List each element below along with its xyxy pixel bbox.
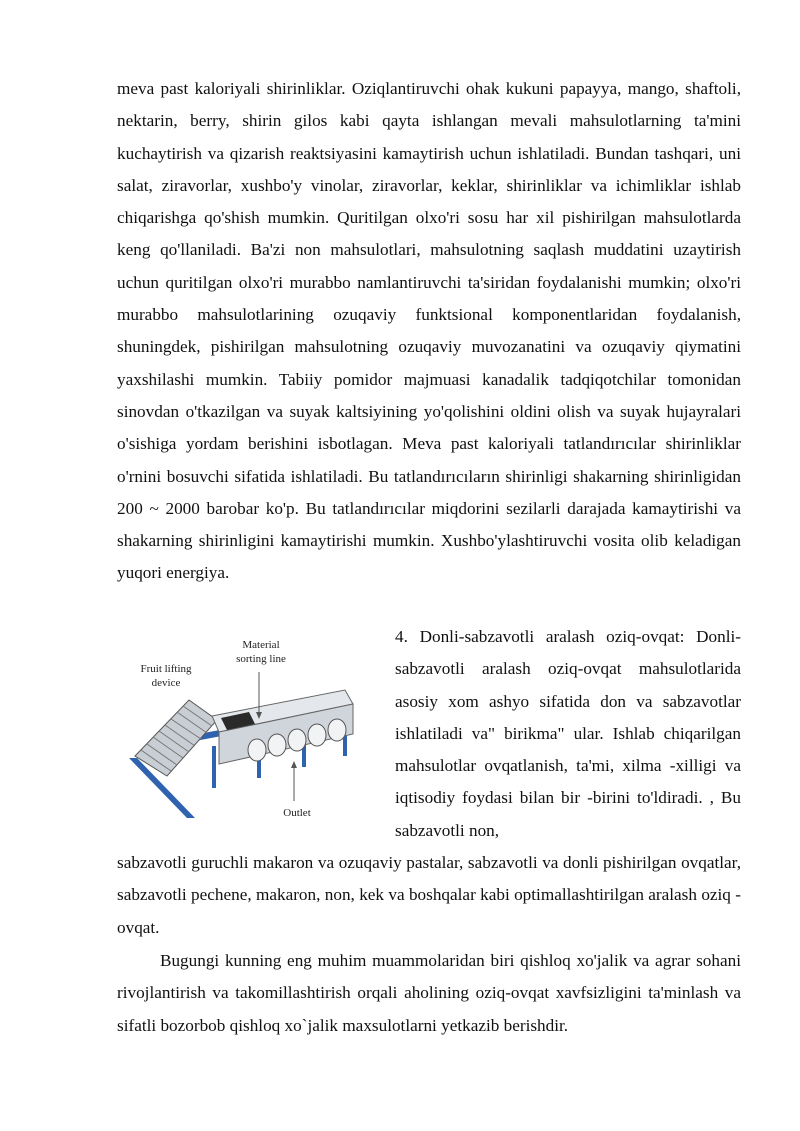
material-sorting-label (225, 638, 297, 666)
material-sorting-label-line1: Material (242, 639, 280, 651)
material-sorting-label-line2: sorting line (236, 653, 286, 665)
fruit-lifting-label-line2: device (151, 677, 181, 689)
paragraph-food-security: Bugungi kunning eng muhim muammolaridan biri qishloq xo'jalik va agrar sohani rivojlantirish va takomillashtirish orqali aholining oziq-ovqat xavfsizligini ta'minlash va sifatli bozorbob qishloq xo`jalik maxsulotlarni yetkazib berishdir. (117, 951, 741, 1035)
machine-leg (212, 746, 216, 788)
paragraph-grain-vegetable-side: 4. Donli-sabzavotli aralash oziq-ovqat: Donli-sabzavotli aralash oziq-ovqat mahsulotlarida asosiy xom ashyo sifatida don va sabzavotlar ishlatiladi va" birikma" ular. Ishlab chiqarilgan mahsulotlar ovqatlanish, ta'mi, xilma -xilligi va iqtisodiy foydasi bilan bir -birini to'ldiradi. , Bu sabzavotli non, (395, 627, 741, 840)
outlet-pointer-head (291, 761, 297, 768)
fruit-lifting-label (131, 662, 201, 690)
fruit-lifting-label-line1: Fruit lifting (140, 663, 192, 675)
paragraph-fruit-sweeteners: meva past kaloriyali shirinliklar. Oziqlantiruvchi ohak kukuni papayya, mango, shaftoli, nektarin, berry, shirin gilos kabi qayta ishlangan mevali mahsulotlarning ta'mini kuchaytirish va qizarish reaktsiyasini kamaytirish uchun ishlatiladi. Bundan tashqari, uni salat, ziravorlar, xushbo'y vinolar, ziravorlar, keklar, shirinliklar va ichimliklar ishlab chiqarishga qo'shish mumkin. Quritilgan olxo'ri sosu har xil pishirilgan mahsulotlarda keng qo'llaniladi. Ba'zi non mahsulotlari, mahsulotning saqlash muddatini uzaytirish uchun quritilgan olxo'ri murabbo namlantiruvchi ta'siridan foydalanishi mumkin; olxo'ri murabbo mahsulotlarining ozuqaviy funktsional komponentlaridan foydalanish, shuningdek, pishirilgan mahsulotning ozuqaviy muvozanatini va ozuqaviy qiymatini yaxshilashi mumkin. Tabiiy pomidor majmuasi kanadalik tadqiqotchilar tomonidan sinovdan o'tkazilgan va suyak kaltsiyining yo'qolishini oldini olish va suyak hujayralari o'sishiga yordam berishini isbotlagan. Meva past kaloriyali tatlandırıcılar shirinliklar o'rnini bosuvchi sifatida ishlatiladi. Bu tatlandırıcıların shirinligi shakarning shirinligidan 200 ~ 2000 barobar ko'p. Bu tatlandırıcılar miqdorini sezilarli darajada kamaytirishi va shakarning shirinligini kamaytirishi mumkin. Xushbo'ylashtiruvchi vosita olib keladigan yuqori energiya. (117, 79, 741, 583)
outlet-label: Outlet (283, 807, 311, 819)
sorting-machine-figure (117, 628, 379, 828)
paragraph-grain-vegetable-continued: sabzavotli guruchli makaron va ozuqaviy pastalar, sabzavotli va donli pishirilgan ovqatlar, sabzavotli pechene, makaron, non, kek va boshqalar kabi optimallashtirilgan aralash oziq -ovqat. (117, 853, 741, 937)
